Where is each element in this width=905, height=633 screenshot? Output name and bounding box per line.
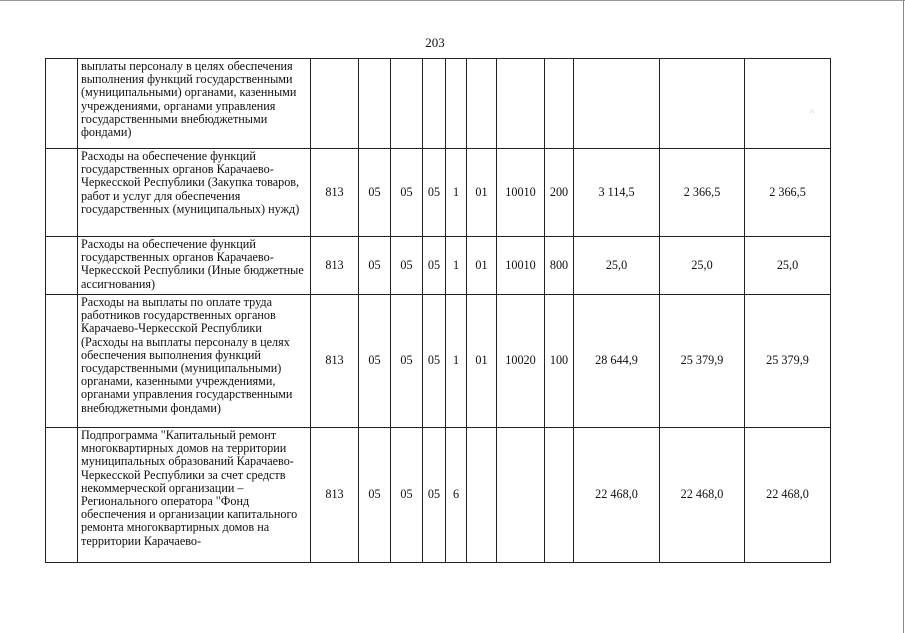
description-cell: Подпрограмма "Капитальный ремонт многоквартирных домов на территории муниципальных образований Карачаево-Черкесской Республики за счет средств некоммерческой организации – Регионального оператора "Фонд обеспечения и организации капитального ремонта многоквартирных домов на территории Карачаево- <box>78 428 311 563</box>
scan-speck: ∴ <box>810 109 814 115</box>
code-subsection-cell <box>391 59 423 149</box>
code-expense-type-cell: 100 <box>545 295 574 428</box>
code-ministry-cell: 813 <box>311 237 359 295</box>
row-number-cell <box>46 149 78 237</box>
table-row <box>46 149 831 237</box>
amount-year-1-cell: 22 468,0 <box>574 428 660 563</box>
code-subprogram-cell: 1 <box>446 295 467 428</box>
table-row <box>46 59 831 149</box>
description-cell: Расходы на обеспечение функций государственных органов Карачаево-Черкесской Республики (Закупка товаров, работ и услуг для обеспечения государственных (муниципальных) нужд) <box>78 149 311 237</box>
code-ministry-cell: 813 <box>311 149 359 237</box>
table-row <box>46 295 831 428</box>
code-program-cell <box>423 59 446 149</box>
amount-year-1-cell: 3 114,5 <box>574 149 660 237</box>
code-program-cell: 05 <box>423 149 446 237</box>
code-direction-cell: 10010 <box>497 149 545 237</box>
code-subprogram-cell <box>446 59 467 149</box>
table-row <box>46 428 831 563</box>
code-activity-cell: 01 <box>467 237 497 295</box>
code-program-cell: 05 <box>423 428 446 563</box>
code-subprogram-cell: 1 <box>446 237 467 295</box>
code-expense-type-cell <box>545 59 574 149</box>
code-section-cell <box>359 59 391 149</box>
row-number-cell <box>46 295 78 428</box>
code-activity-cell: 01 <box>467 295 497 428</box>
page-border-right <box>903 0 904 633</box>
code-expense-type-cell: 200 <box>545 149 574 237</box>
code-ministry-cell: 813 <box>311 428 359 563</box>
amount-year-2-cell: 22 468,0 <box>660 428 745 563</box>
code-subsection-cell: 05 <box>391 237 423 295</box>
code-section-cell: 05 <box>359 295 391 428</box>
code-activity-cell <box>467 59 497 149</box>
code-subprogram-cell: 6 <box>446 428 467 563</box>
code-activity-cell: 01 <box>467 149 497 237</box>
amount-year-3-cell: 25,0 <box>745 237 831 295</box>
code-ministry-cell <box>311 59 359 149</box>
code-section-cell: 05 <box>359 149 391 237</box>
amount-year-2-cell: 25,0 <box>660 237 745 295</box>
amount-year-2-cell <box>660 59 745 149</box>
code-subsection-cell: 05 <box>391 149 423 237</box>
code-ministry-cell: 813 <box>311 295 359 428</box>
code-subsection-cell: 05 <box>391 295 423 428</box>
code-expense-type-cell <box>545 428 574 563</box>
code-direction-cell: 10010 <box>497 237 545 295</box>
code-direction-cell <box>497 59 545 149</box>
code-section-cell: 05 <box>359 237 391 295</box>
row-number-cell <box>46 59 78 149</box>
amount-year-3-cell <box>745 59 831 149</box>
amount-year-3-cell: 22 468,0 <box>745 428 831 563</box>
code-section-cell: 05 <box>359 428 391 563</box>
code-activity-cell <box>467 428 497 563</box>
page-border-top <box>0 0 905 1</box>
amount-year-2-cell: 2 366,5 <box>660 149 745 237</box>
description-cell: Расходы на выплаты по оплате труда работников государственных органов Карачаево-Черкесской Республики (Расходы на выплаты персоналу в целях обеспечения выполнения функций государственными (муниципальными) органами, казенными учреждениями, органами управления государственными внебюджетными фондами) <box>78 295 311 428</box>
code-subprogram-cell: 1 <box>446 149 467 237</box>
budget-table <box>45 58 831 563</box>
amount-year-1-cell: 28 644,9 <box>574 295 660 428</box>
code-subsection-cell: 05 <box>391 428 423 563</box>
amount-year-1-cell <box>574 59 660 149</box>
code-expense-type-cell: 800 <box>545 237 574 295</box>
amount-year-2-cell: 25 379,9 <box>660 295 745 428</box>
code-direction-cell: 10020 <box>497 295 545 428</box>
code-program-cell: 05 <box>423 237 446 295</box>
amount-year-1-cell: 25,0 <box>574 237 660 295</box>
code-direction-cell <box>497 428 545 563</box>
page-number: 203 <box>425 35 445 50</box>
row-number-cell <box>46 428 78 563</box>
code-program-cell: 05 <box>423 295 446 428</box>
amount-year-3-cell: 2 366,5 <box>745 149 831 237</box>
description-cell: Расходы на обеспечение функций государственных органов Карачаево-Черкесской Республики (Иные бюджетные ассигнования) <box>78 237 311 295</box>
amount-year-3-cell: 25 379,9 <box>745 295 831 428</box>
table-row <box>46 237 831 295</box>
row-number-cell <box>46 237 78 295</box>
description-cell: выплаты персоналу в целях обеспечения выполнения функций государственными (муниципальными) органами, казенными учреждениями, органами управления государственными внебюджетными фондами) <box>78 59 311 149</box>
